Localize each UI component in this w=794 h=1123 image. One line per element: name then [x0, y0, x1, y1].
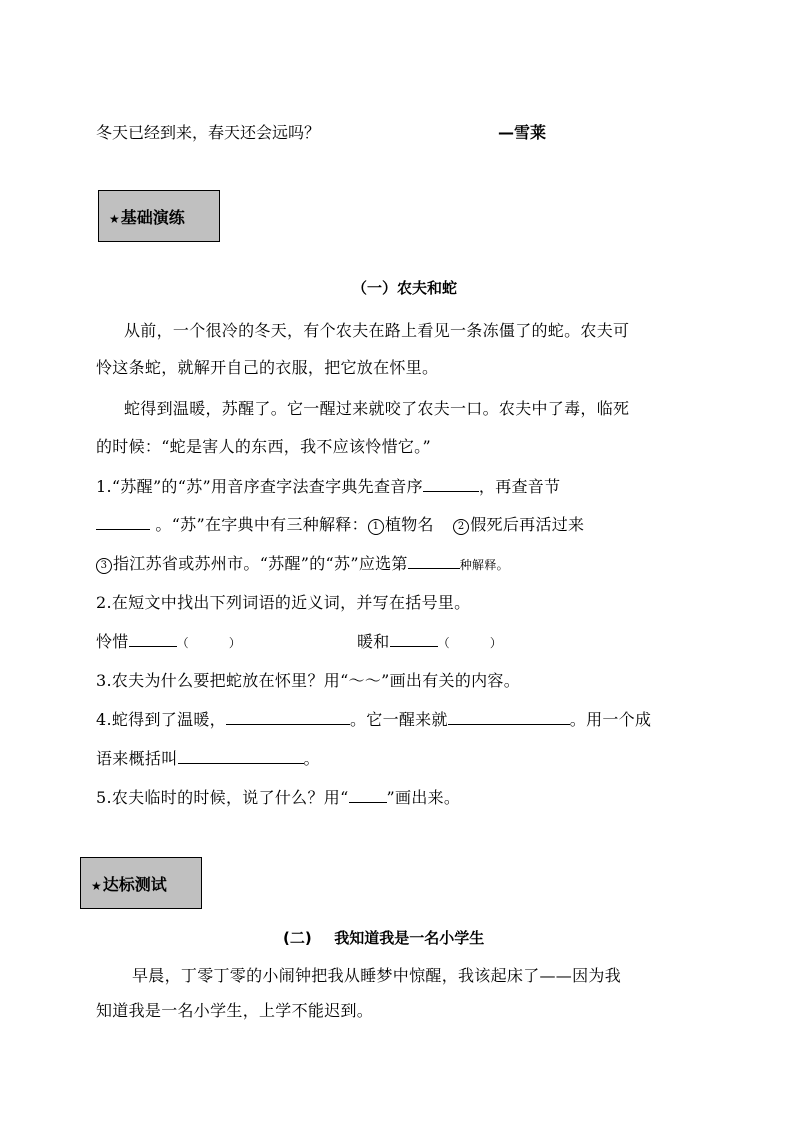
story-title-1: （一）农夫和蛇: [352, 279, 458, 297]
quote-text: 冬天已经到来，春天还会远吗？: [96, 123, 321, 142]
paragraph-2-line-2: 的时候：“蛇是害人的东西，我不应该怜惜它。”: [96, 437, 431, 456]
answer-blank-4b[interactable]: [448, 710, 570, 725]
question-5-text-a: 5.农夫临时的时候，说了什么？用“: [96, 788, 349, 807]
story-2-line-2: 知道我是一名小学生，上学不能迟到。: [96, 1001, 374, 1020]
answer-blank-4c[interactable]: [178, 749, 304, 764]
question-1-text-c: 。“苏”在字典中有三种解释：: [155, 515, 368, 534]
star-icon: ★: [109, 212, 120, 226]
question-4-text-e: 。: [303, 749, 320, 768]
question-4-text-b: 。它一醒来就: [349, 710, 448, 729]
star-icon: ★: [91, 879, 102, 893]
story-title-2-text: 我知道我是一名小学生: [334, 929, 485, 947]
underline-sample: [349, 788, 387, 803]
paren-open: （: [176, 636, 189, 650]
story-2-line-1: 早晨，丁零丁零的小闹钟把我从睡梦中惊醒，我该起床了——因为我: [132, 966, 622, 985]
circled-number-1: 1: [368, 519, 384, 535]
story-title-2: [283, 927, 484, 948]
question-1-line-2: [96, 512, 584, 535]
question-4-text-a: 4.蛇得到了温暖，: [96, 710, 226, 729]
question-5-text-b: ”画出来。: [386, 788, 461, 807]
answer-blank-synonym-2[interactable]: [390, 632, 438, 647]
section-label-test: 达标测试: [102, 874, 167, 894]
question-4-line-1: [96, 707, 651, 730]
section-label-box-test: [80, 857, 202, 909]
section-label-box-basic: [98, 190, 220, 242]
circled-number-2: 2: [453, 519, 469, 535]
question-1-option-2: 假死后再活过来: [470, 515, 585, 534]
paren-open: （: [437, 636, 450, 650]
question-4-text-c: 。用一个成: [569, 710, 652, 729]
question-4-line-2: [96, 746, 320, 769]
paren-close: ）: [228, 636, 242, 650]
question-2: 2.在短文中找出下列词语的近义词，并写在括号里。: [96, 593, 471, 612]
answer-blank-4a[interactable]: [226, 710, 350, 725]
question-2-word-2: 暖和: [357, 632, 390, 651]
section-label-basic: 基础演练: [120, 207, 185, 227]
question-1-text-a: 1.“苏醒”的“苏”用音序查字法查字典先查音序: [96, 477, 423, 496]
paren-close: ）: [489, 636, 503, 650]
quote-author: —雪莱: [498, 123, 547, 142]
question-5: [96, 785, 460, 808]
paragraph-1-line-1: 从前，一个很冷的冬天，有个农夫在路上看见一条冻僵了的蛇。农夫可: [124, 321, 630, 340]
question-1-line-3: [96, 551, 509, 574]
answer-blank-choice[interactable]: [408, 554, 460, 569]
question-2-word-1: 怜惜: [96, 632, 129, 651]
answer-blank-yinjie[interactable]: [96, 515, 150, 530]
question-1-tail: 种解释。: [459, 558, 509, 572]
question-2-item-2: [357, 629, 502, 652]
story-title-2-number: (二): [283, 929, 312, 947]
question-1-line-1: [96, 474, 560, 497]
answer-blank-yinxu[interactable]: [423, 477, 479, 492]
question-1-text-b: ，再查音节: [478, 477, 561, 496]
question-2-item-1: [96, 629, 241, 652]
question-4-text-d: 语来概括叫: [96, 749, 178, 768]
question-3: 3.农夫为什么要把蛇放在怀里？用“～～”画出有关的内容。: [96, 671, 521, 690]
answer-blank-synonym-1[interactable]: [129, 632, 177, 647]
question-1-option-1: 植物名: [384, 515, 434, 534]
question-1-option-3: 指江苏省或苏州市。“苏醒”的“苏”应选第: [113, 554, 408, 573]
paragraph-1-line-2: 怜这条蛇，就解开自己的衣服，把它放在怀里。: [96, 358, 439, 377]
paragraph-2-line-1: 蛇得到温暖，苏醒了。它一醒过来就咬了农夫一口。农夫中了毒，临死: [124, 399, 630, 418]
circled-number-3: 3: [96, 558, 112, 574]
